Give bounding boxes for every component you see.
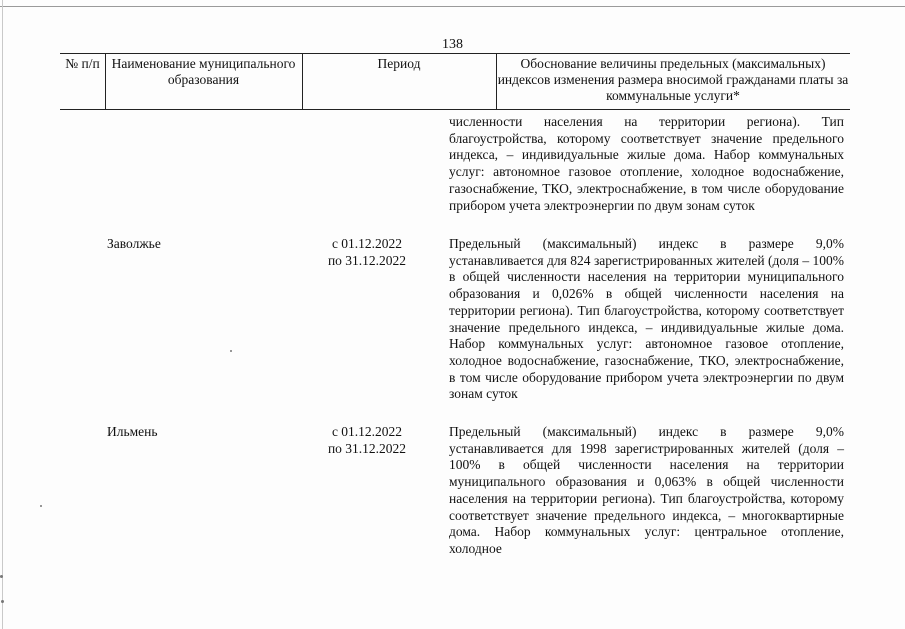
- continuation-text: численности населения на территории региона). Тип благоустройства, которому соответствует значение предельного индекса, – индивидуальные жилые дома. Набор коммунальных услуг: автономное газовое отопление, холодное водоснабжение, газоснабжение, ТКО, электроснабжение, в том числе оборудование прибором учета электроэнергии по двум зонам суток: [449, 114, 844, 213]
- page-number: 138: [442, 37, 463, 52]
- header-col-period: Период: [377, 56, 421, 71]
- row-justification: Предельный (максимальный) индекс в размере 9,0% устанавливается для 824 зарегистрированных жителей (доля – 100% в общей численности населения на территории муниципального образования и 0,026% в общей численности населения на территории региона). Тип благоустройства, которому соответствует значение предельного индекса, – индивидуальные жилые дома. Набор коммунальных услуг: автономное газовое отопление, холодное водоснабжение, газоснабжение, ТКО, электроснабжение, в том числе оборудование прибором учета электроэнергии по двум зонам суток: [449, 236, 844, 402]
- row-name: Заволжье: [107, 236, 161, 251]
- header-col-number: № п/п: [65, 56, 100, 71]
- row-name: Ильмень: [107, 424, 158, 439]
- header-col-name: Наименование муниципального образования: [111, 56, 296, 87]
- scan-speck: [1, 600, 4, 603]
- header-col-justification: Обоснование величины предельных (максимальных) индексов изменения размера вносимой гражданами платы за коммунальные услуги*: [497, 56, 849, 103]
- page-left-edge: [2, 0, 3, 629]
- table-header: [60, 53, 850, 110]
- row-period-to: по 31.12.2022: [327, 440, 407, 456]
- row-period-to: по 31.12.2022: [327, 252, 407, 268]
- row-justification: Предельный (максимальный) индекс в размере 9,0% устанавливается для 1998 зарегистрированных жителей (доля – 100% в общей численности населения на территории муниципального образования и 0,063% в общей численности населения на территории региона). Тип благоустройства, которому соответствует значение предельного индекса, – многоквартирные дома. Набор коммунальных услуг: центральное отопление, холодное: [449, 424, 844, 556]
- scan-speck: [0, 575, 3, 578]
- row-period: [312, 236, 422, 269]
- row-period-from: с 01.12.2022: [331, 424, 403, 439]
- scan-speck: [230, 350, 232, 352]
- row-period-from: с 01.12.2022: [331, 236, 403, 251]
- page-top-edge: [0, 6, 905, 7]
- scan-speck: [40, 505, 42, 507]
- row-period: [312, 424, 422, 457]
